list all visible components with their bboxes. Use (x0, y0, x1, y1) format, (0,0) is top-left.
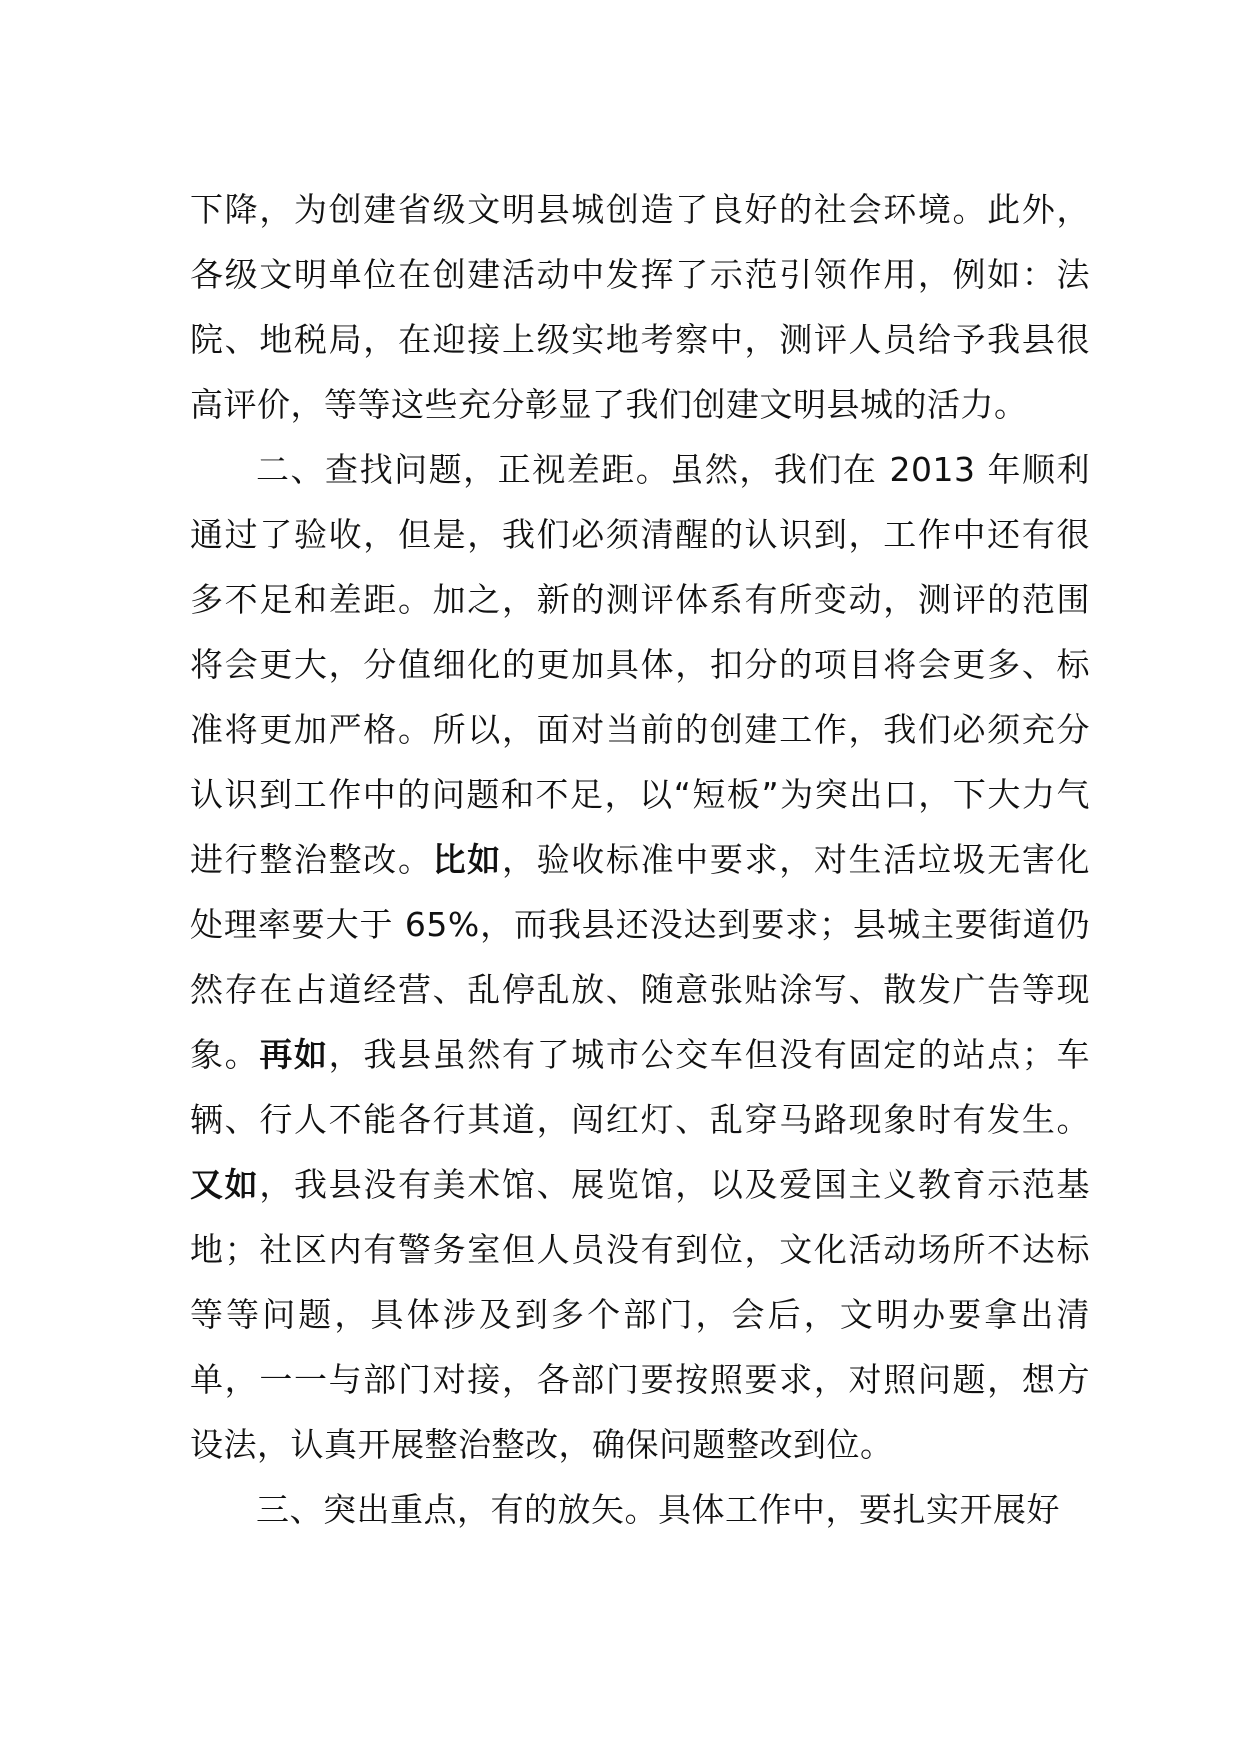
paragraph-1-text: 下降，为创建省级文明县城创造了良好的社会环境。此外，各级文明单位在创建活动中发挥了示范引领作用，例如：法院、地税局，在迎接上级实地考察中，测评人员给予我县很高评价，等等这些充分彰显了我们创建文明县城的活力。 (190, 190, 1090, 424)
paragraph-2-text-1: 虽然，我们在 2013 年顺利通过了验收，但是，我们必须清醒的认识到，工作中还有很多不足和差距。加之，新的测评体系有所变动，测评的范围将会更大，分值细化的更加具体，扣分的项目将会更多、标准将更加严格。所以，面对当前的创建工作，我们必须充分认识到工作中的问题和不足，以“短板”为突出口，下大力气进行整治整改。 (190, 450, 1091, 879)
paragraph-2-text-4: ，我县没有美术馆、展览馆，以及爱国主义教育示范基地；社区内有警务室但人员没有到位，文化活动场所不达标等等问题，具体涉及到多个部门，会后，文明办要拿出清单，一一与部门对接，各部门要按照要求，对照问题，想方设法，认真开展整治整改，确保问题整改到位。 (190, 1165, 1091, 1464)
paragraph-3-text: 具体工作中，要扎实开展好 (658, 1490, 1060, 1529)
bold-example-2: 再如 (259, 1035, 329, 1074)
paragraph-1 (190, 177, 1090, 437)
section-heading-2: 二、查找问题，正视差距。 (256, 450, 671, 489)
paragraph-2-text-3: ，我县虽然有了城市公交车但没有固定的站点；车辆、行人不能各行其道，闯红灯、乱穿马路现象时有发生。 (190, 1035, 1091, 1139)
paragraph-3 (190, 1477, 1090, 1542)
bold-example-1: 比如 (432, 840, 502, 879)
section-heading-3: 三、突出重点，有的放矢。 (256, 1490, 658, 1529)
paragraph-2-text-2: ，验收标准中要求，对生活垃圾无害化处理率要大于 65%，而我县还没达到要求；县城主要街道仍然存在占道经营、乱停乱放、随意张贴涂写、散发广告等现象。 (190, 840, 1091, 1074)
document-body (190, 177, 1090, 1542)
paragraph-2 (190, 437, 1090, 1477)
bold-example-3: 又如 (190, 1165, 260, 1204)
